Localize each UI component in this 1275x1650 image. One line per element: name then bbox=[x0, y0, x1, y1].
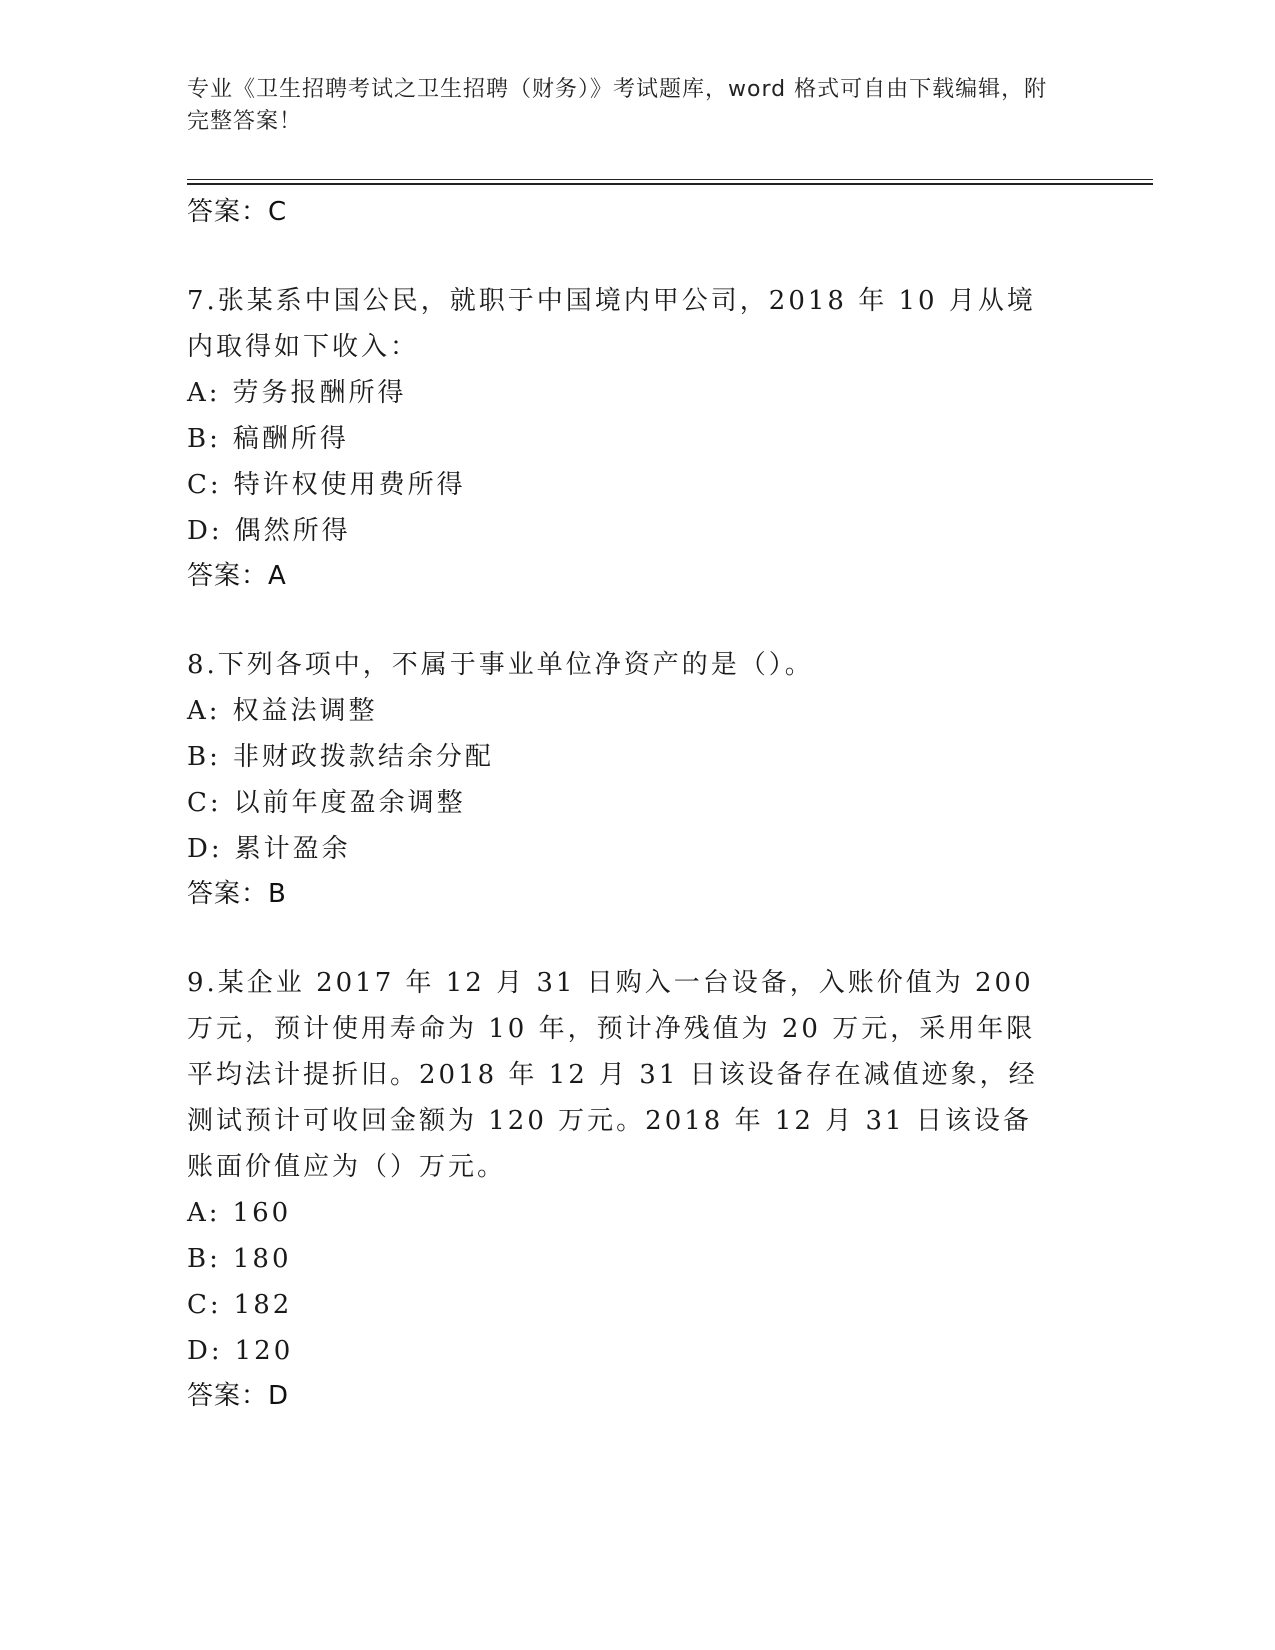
option-c: C: 182 bbox=[187, 1290, 293, 1320]
question-block bbox=[187, 642, 1087, 916]
option-d: D: 120 bbox=[187, 1336, 294, 1366]
question-list bbox=[187, 190, 1087, 1418]
question-text: 9.某企业 2017 年 12 月 31 日购入一台设备，入账价值为 200 万元，预计使用寿命为 10 年，预计净残值为 20 万元，采用年限平均法计提折旧。2018 年 12 月 31 日该设备存在减值迹象，经测试预计可收回金额为 120 万元。2018 年 12 月 31 日该设备账面价值应为（）万元。 bbox=[187, 968, 1038, 1182]
option-b: B: 稿酬所得 bbox=[187, 424, 349, 454]
answer-label: 答案： bbox=[187, 1381, 269, 1411]
answer-line bbox=[187, 554, 1087, 598]
header-rule-thin bbox=[187, 179, 1153, 180]
question-text: 7.张某系中国公民，就职于中国境内甲公司，2018 年 10 月从境内取得如下收入： bbox=[187, 286, 1036, 362]
option-c: C: 以前年度盈余调整 bbox=[187, 788, 466, 818]
option-c: C: 特许权使用费所得 bbox=[187, 470, 466, 500]
option-a: A: 劳务报酬所得 bbox=[187, 378, 407, 408]
option-a: A: 权益法调整 bbox=[187, 696, 378, 726]
answer-label: 答案： bbox=[187, 197, 269, 227]
answer-line bbox=[187, 1374, 1087, 1418]
answer-line-q6 bbox=[187, 190, 1087, 234]
question-block bbox=[187, 960, 1087, 1418]
option-a: A: 160 bbox=[187, 1198, 292, 1228]
answer-label: 答案： bbox=[187, 561, 269, 591]
page-header: 专业《卫生招聘考试之卫生招聘（财务）》考试题库，word 格式可自由下载编辑，附完整答案！ bbox=[187, 77, 1048, 134]
answer-line bbox=[187, 872, 1087, 916]
answer-value: C bbox=[268, 197, 287, 227]
option-d: D: 累计盈余 bbox=[187, 834, 351, 864]
question-text: 8.下列各项中，不属于事业单位净资产的是（）。 bbox=[187, 650, 814, 680]
question-block bbox=[187, 278, 1087, 598]
header-rule-thick bbox=[187, 183, 1153, 185]
answer-value: A bbox=[268, 561, 286, 591]
option-b: B: 180 bbox=[187, 1244, 292, 1274]
option-b: B: 非财政拨款结余分配 bbox=[187, 742, 494, 772]
answer-label: 答案： bbox=[187, 879, 269, 909]
option-d: D: 偶然所得 bbox=[187, 516, 351, 546]
answer-value: D bbox=[268, 1381, 289, 1411]
answer-value: B bbox=[268, 879, 286, 909]
